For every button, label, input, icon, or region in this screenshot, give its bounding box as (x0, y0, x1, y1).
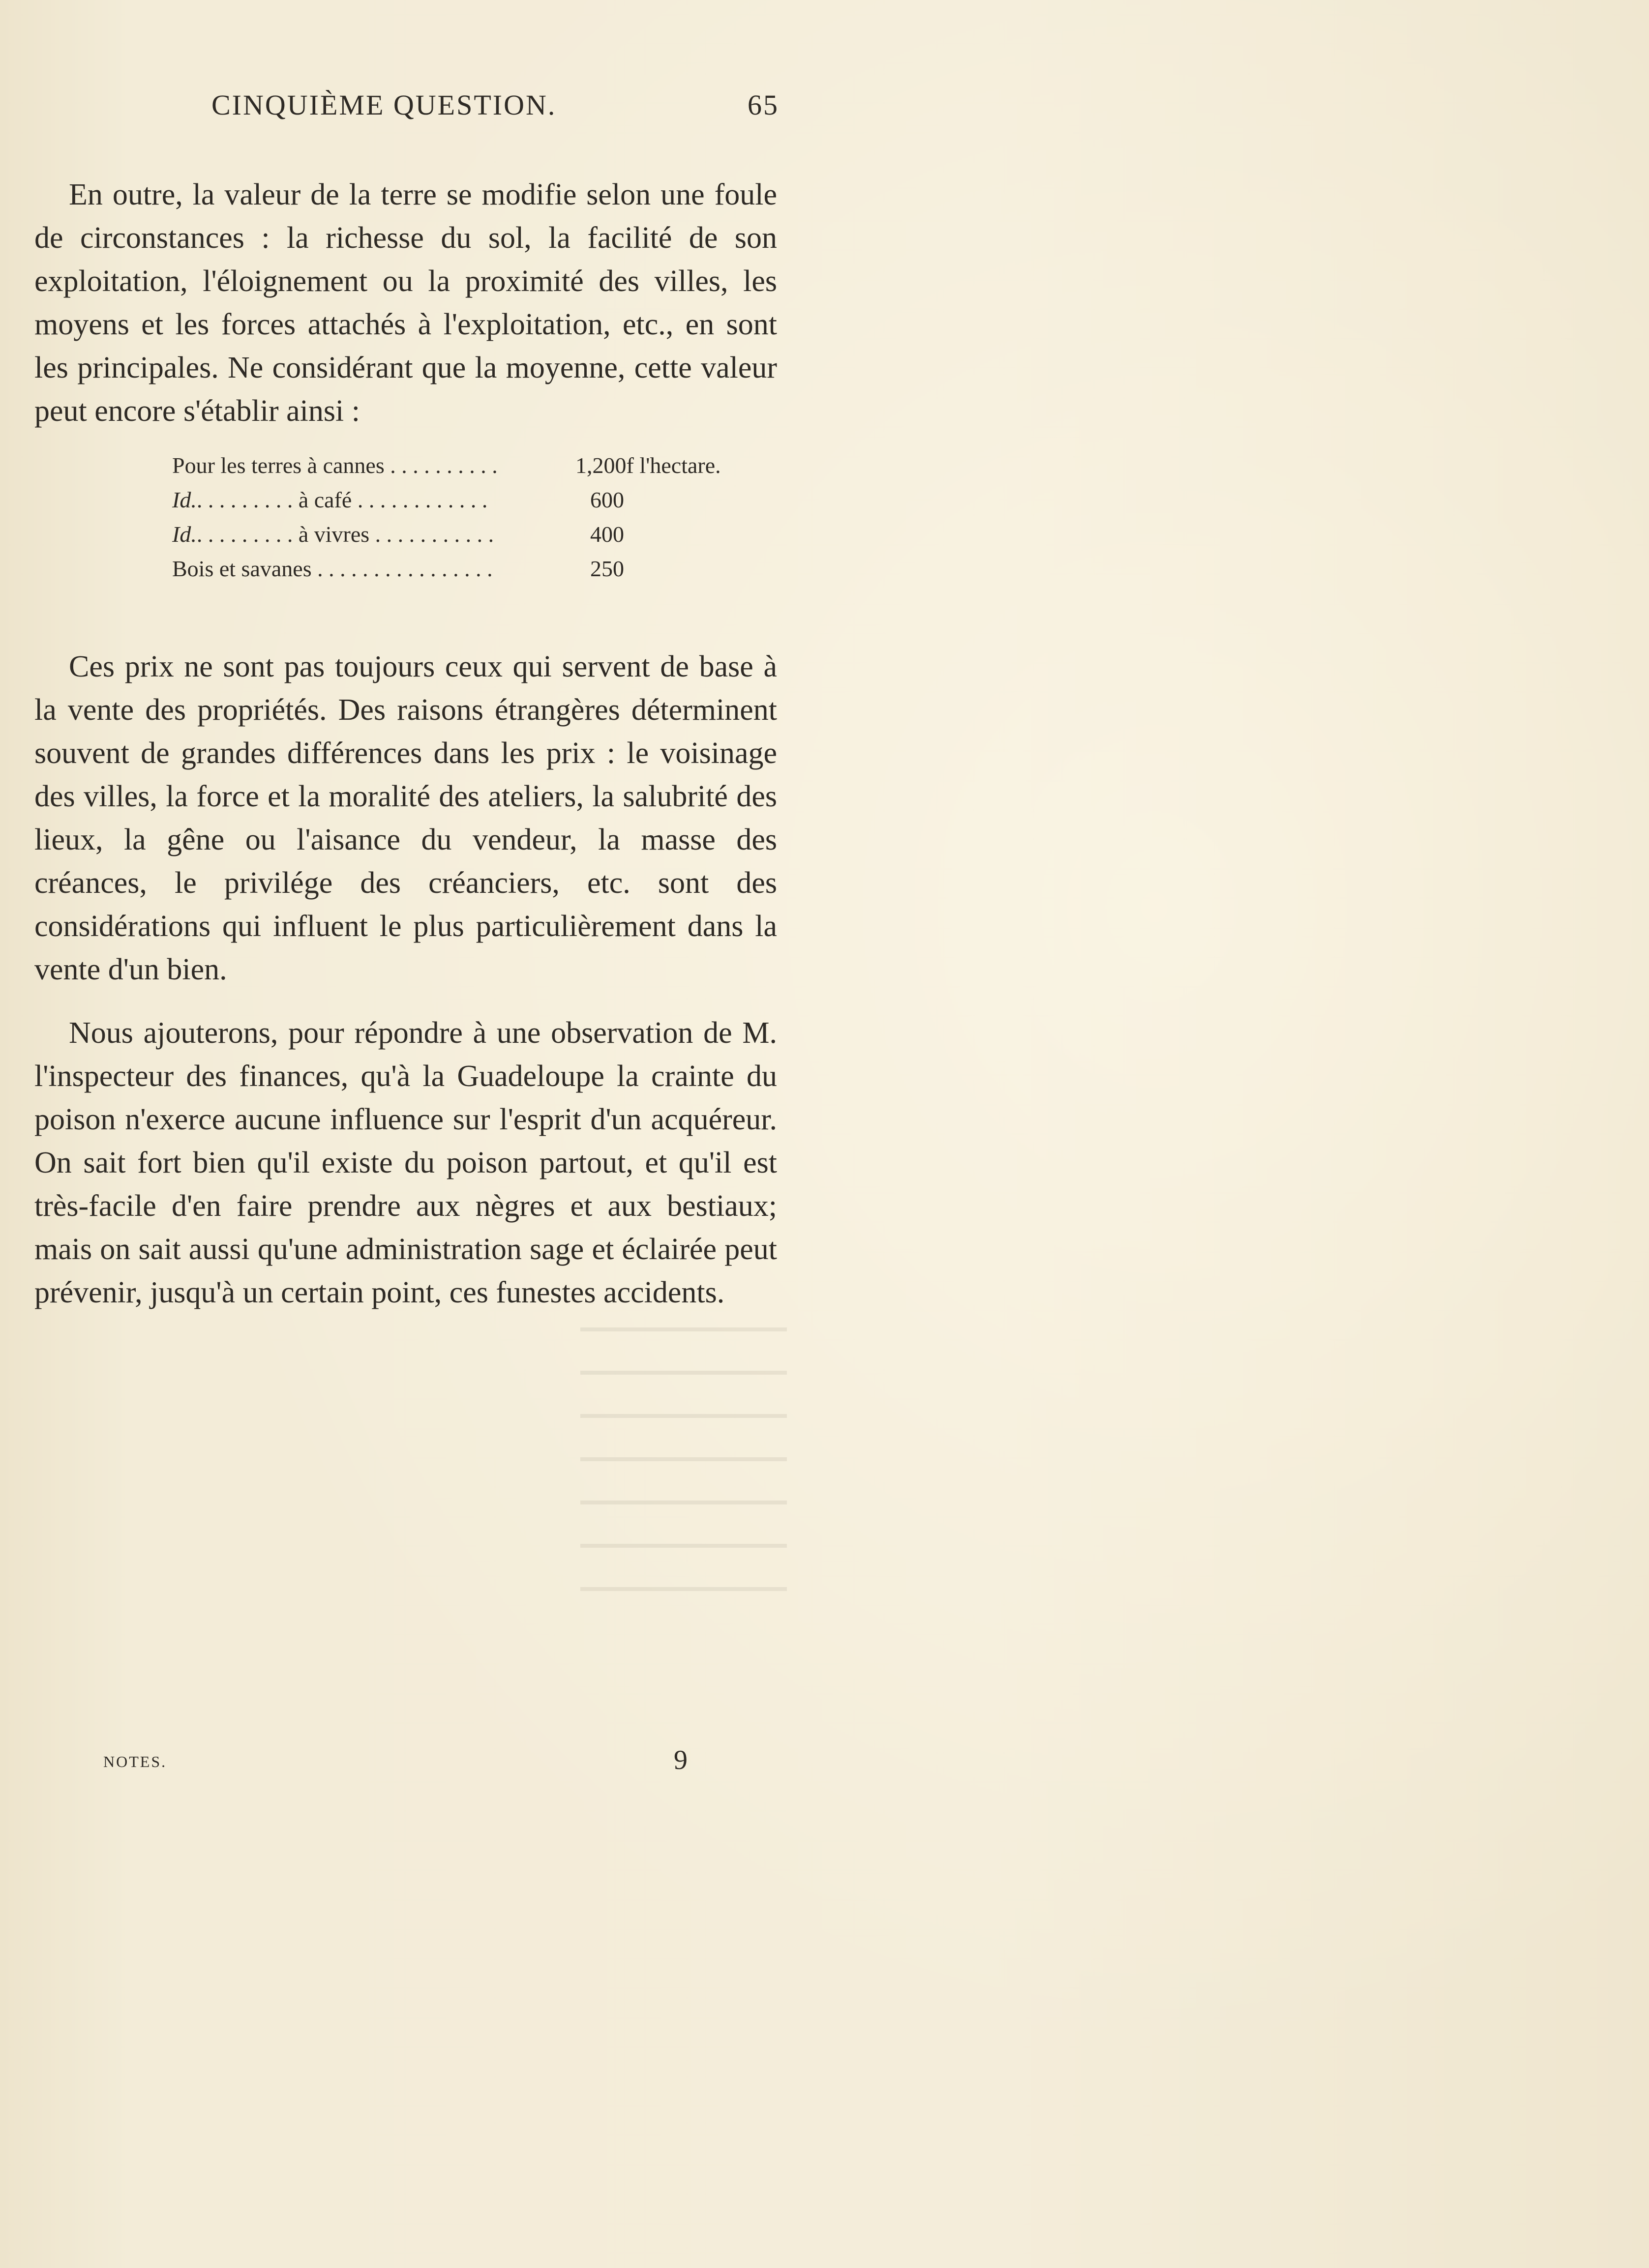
price-value: 600 (590, 487, 624, 512)
price-label-prefix: Id. (172, 522, 197, 547)
price-row-cafe (172, 487, 777, 521)
paragraph-1: En outre, la valeur de la terre se modifie selon une foule de circonstances : la richesse du sol, la facilité de son exploitation, l'éloignement ou la proximité des villes, les moyens et les forces attachés à l'exploitation, etc., en sont les principales. Ne considérant que la moyenne, cette valeur peut encore s'établir ainsi : (34, 178, 777, 428)
bleed-through-text (580, 1327, 787, 1603)
signature-mark: NOTES. (103, 1753, 167, 1770)
price-label: . . . . . . . . . à café . . . . . . . . . . . . (196, 487, 488, 512)
running-head-title: CINQUIÈME QUESTION. (211, 89, 557, 121)
paragraph-3: Nous ajouterons, pour répondre à une observation de M. l'inspecteur des finances, qu'à la Guadeloupe la crainte du poison n'exerce aucune influence sur l'esprit d'un acquéreur. On sait fort bien qu'il existe du poison partout, et qu'il est très-facile d'en faire prendre aux nègres et aux bestiaux; mais on sait aussi qu'une administration sage et éclairée peut prévenir, jusqu'à un certain point, ces funestes accidents. (34, 1016, 777, 1309)
paragraph-2: Ces prix ne sont pas toujours ceux qui servent de base à la vente des propriétés. Des raisons étrangères déterminent souvent de grandes différences dans les prix : le voisinage des villes, la force et la moralité des ateliers, la salubrité des lieux, la gêne ou l'aisance du vendeur, la masse des créances, le privilége des créanciers, etc. sont des considérations qui influent le plus particulièrement dans la vente d'un bien. (34, 650, 777, 986)
price-value: 250 (590, 556, 624, 581)
price-label-prefix: Id. (172, 487, 197, 512)
price-value: 1,200f l'hectare. (575, 453, 721, 478)
running-head (34, 88, 777, 128)
page-number: 65 (748, 89, 779, 121)
price-row-bois (172, 556, 777, 590)
price-row-cannes (172, 452, 777, 487)
price-table (172, 452, 777, 590)
price-row-vivres (172, 521, 777, 556)
price-value: 400 (590, 522, 624, 547)
price-label: . . . . . . . . . à vivres . . . . . . . . . . . (196, 522, 494, 547)
price-label: Pour les terres à cannes . . . . . . . . . . (172, 453, 498, 478)
price-label: Bois et savanes . . . . . . . . . . . . . . . . (172, 556, 493, 581)
signature-number: 9 (674, 1745, 688, 1775)
